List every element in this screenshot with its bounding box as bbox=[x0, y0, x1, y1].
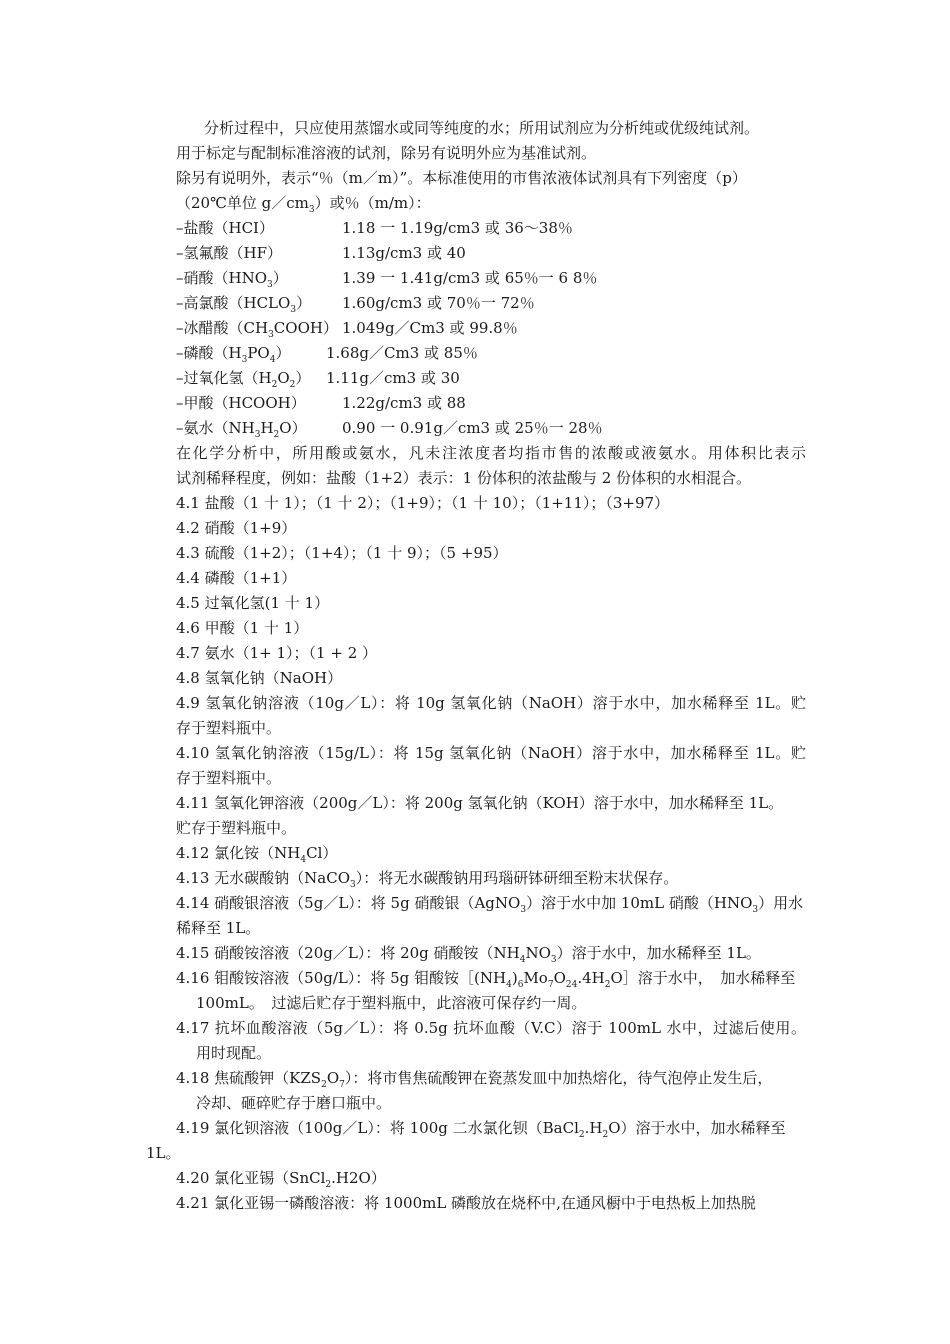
list-item: 4.5 过氧化氢(1 十 1） bbox=[176, 594, 330, 612]
list-item: 4.7 氨水（1+ 1）；（1 + 2 ） bbox=[176, 644, 378, 662]
list-item: 4.14 硝酸银溶液（5g／L）：将 5g 硝酸银（AgNO$_3$）溶于水中加 10mL 硝酸$(HNO_3)$用水 bbox=[176, 894, 804, 915]
list-item: 4.21 氯化亚锡一磷酸溶液：将 1000mL 磷酸放在烧杯中,在通风橱中于电热板上加热脱 bbox=[176, 1194, 756, 1212]
list-item: 4.8 氢氧化钠（NaOH） bbox=[176, 669, 343, 687]
intro-paragraph-1: 分析过程中，只应使用蒸馏水或同等纯度的水；所用试剂应为分析纯或优级纯试剂。 bbox=[204, 119, 760, 137]
list-item-cont: 贮存于塑料瓶中。 bbox=[176, 819, 297, 837]
list-item-cont: 冷却、砸碎贮存于磨口瓶中。 bbox=[196, 1094, 392, 1112]
reagent-name: –过氧化氢$(H_2O_2)$ bbox=[176, 369, 311, 390]
list-item: 4.15 硝酸铵溶液（20g／L）：将 20g 硝酸铵$(NH_4NO_3)$溶于水中，加水稀释至 1L。 bbox=[176, 944, 761, 965]
list-item: 4.10 氢氧化钠溶液（15g/L）：将 15g 氢氧化钠（NaOH）溶于水中，加水稀释至 1L。贮 bbox=[176, 744, 806, 762]
list-item: 4.20 氯化亚锡（SnCl$_2$.H2O） bbox=[176, 1169, 386, 1190]
reagent-row bbox=[176, 243, 466, 265]
list-item: 4.12 氯化铵$(NH_4Cl)$ bbox=[176, 844, 338, 865]
reagent-row bbox=[176, 218, 573, 240]
reagent-name: –磷酸$(H_3PO_4)$ bbox=[176, 344, 291, 365]
list-item: 4.4 磷酸（1+1） bbox=[176, 569, 297, 587]
reagent-row bbox=[176, 293, 535, 315]
list-item: 4.17 抗坏血酸溶液（5g／L）：将 0.5g 抗坏血酸（V.C）溶于 100mL 水中，过滤后使用。 bbox=[176, 1019, 806, 1037]
reagent-value: 1.68g／Cm3 或 85％ bbox=[326, 344, 478, 362]
list-item-cont: 用时现配。 bbox=[196, 1044, 272, 1062]
dilution-text: 在化学分析中，所用酸或氨水，凡未注浓度者均指市售的浓酸或液氨水。用体积比表示 bbox=[176, 444, 806, 462]
reagent-row bbox=[176, 343, 478, 365]
reagent-value: 1.11g／cm3 或 30 bbox=[326, 369, 460, 387]
reagent-value: 0.90 一 0.91g／cm3 或 25％一 28％ bbox=[342, 419, 603, 437]
reagent-name: –硝酸$(HNO_3)$ bbox=[176, 269, 288, 290]
reagent-value: 1.39 一 1.41g/cm3 或 65％一 6 8％ bbox=[342, 269, 598, 287]
reagent-row bbox=[176, 368, 460, 390]
reagent-name: –盐酸（HCI） bbox=[176, 219, 274, 237]
list-item: 4.1 盐酸（1 十 1）；（1 十 2）；（1+9）；（1 十 10）；（1+11）；（3+97） bbox=[176, 494, 670, 512]
list-item: 4.2 硝酸（1+9） bbox=[176, 519, 297, 537]
reagent-name: –高氯酸$(HCLO_3)$ bbox=[176, 294, 312, 315]
list-item: 4.16 钼酸铵溶液（50g/L）：将 5g 钼酸铵$[(NH_4)_6Mo_7O_{24}.4H_2O]$溶于水中， 加水稀释至 bbox=[176, 969, 796, 990]
dilution-text-cont: 试剂稀释程度，例如：盐酸（1+2）表示：1 份体积的浓盐酸与 2 份体积的水相混合。 bbox=[176, 469, 752, 487]
list-item: 4.19 氯化钡溶液（100g／L）：将 100g 二水氯化钡$(BaCl_2.H_2O)$溶于水中，加水稀释至 bbox=[176, 1119, 786, 1140]
reagent-value: 1.13g/cm3 或 40 bbox=[342, 244, 466, 262]
intro-paragraph-2: 除另有说明外，表示“％（m／m）”。本标准使用的市售浓液体试剂具有下列密度（p） bbox=[176, 169, 747, 187]
list-item: 4.18 焦硫酸钾$(KZS_2O_7)$：将市售焦硫酸钾在瓷蒸发皿中加热熔化，待气泡停止发生后， bbox=[176, 1069, 773, 1090]
intro-paragraph-1-cont: 用于标定与配制标准溶液的试剂，除另有说明外应为基准试剂。 bbox=[176, 144, 597, 162]
reagent-name: –氨水$(NH_3H_2O)$ bbox=[176, 419, 307, 440]
list-item: 4.13 无水碳酸钠（NaCO$_3$）：将无水碳酸钠用玛瑙研钵研细至粉末状保存。 bbox=[176, 869, 679, 890]
reagent-row bbox=[176, 418, 603, 440]
reagent-name: –甲酸（HCOOH） bbox=[176, 394, 306, 412]
list-item: 4.6 甲酸（1 十 1） bbox=[176, 619, 309, 637]
reagent-row bbox=[176, 393, 466, 415]
list-item: 4.9 氢氧化钠溶液（10g／L）：将 10g 氢氧化钠（NaOH）溶于水中，加水稀释至 1L。贮 bbox=[176, 694, 806, 712]
list-item-cont: 100mL。 过滤后贮存于塑料瓶中，此溶液可保存约一周。 bbox=[196, 994, 587, 1012]
list-item-cont: 存于塑料瓶中。 bbox=[176, 769, 282, 787]
reagent-row bbox=[176, 268, 597, 290]
intro-paragraph-2-cont: （20℃单位 $g/cm_3$）或％（m/m）： bbox=[176, 194, 431, 215]
list-item: 4.11 氢氧化钾溶液（200g／L）：将 200g 氢氧化钠（KOH）溶于水中，加水稀释至 1L。 bbox=[176, 794, 784, 812]
reagent-name: –冰醋酸$(CH_3COOH)$ bbox=[176, 319, 338, 340]
list-item: 4.3 硫酸（1+2）；（1+4）；（1 十 9）；（5 +95） bbox=[176, 544, 508, 562]
reagent-value: 1.049g／Cm3 或 99.8％ bbox=[342, 319, 518, 337]
list-item-cont: 稀释至 1L。 bbox=[176, 919, 261, 937]
list-item-cont: 存于塑料瓶中。 bbox=[176, 719, 282, 737]
reagent-value: 1.22g/cm3 或 88 bbox=[342, 394, 466, 412]
reagent-value: 1.18 一 1.19g/cm3 或 36～38％ bbox=[342, 219, 573, 237]
reagent-row bbox=[176, 318, 518, 340]
reagent-name: –氢氟酸（HF） bbox=[176, 244, 282, 262]
list-item-cont: 1L。 bbox=[146, 1144, 181, 1162]
reagent-value: 1.60g/cm3 或 70％一 72％ bbox=[342, 294, 535, 312]
